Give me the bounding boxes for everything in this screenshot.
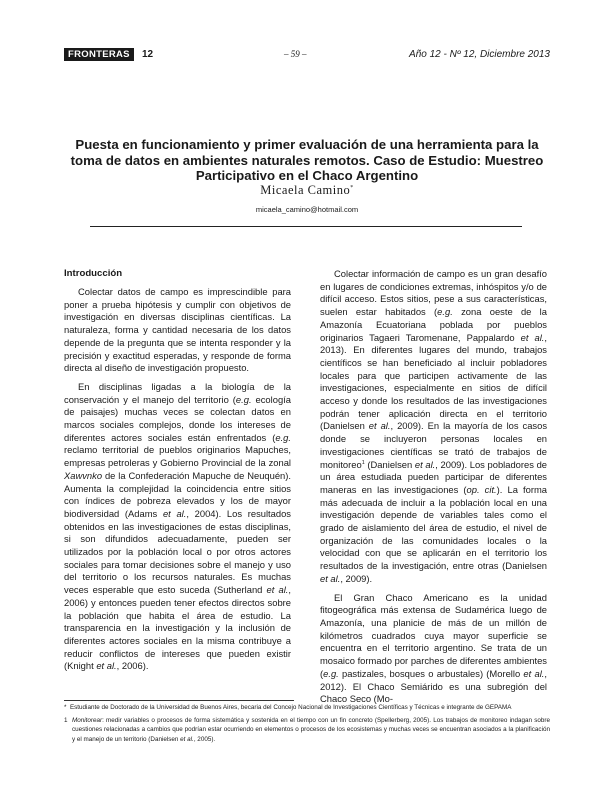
author-email: micaela_camino@hotmail.com <box>255 205 359 214</box>
author-footnote-mark: * <box>350 185 354 191</box>
author-name-text: Micaela Camino <box>260 183 351 197</box>
journal-name: FRONTERAS <box>64 48 134 61</box>
section-heading: Introducción <box>64 268 123 279</box>
paragraph: El Gran Chaco Americano es la unidad fitogeográfica más extensa de Sudamérica luego de Amazonía, una planicie de más de un millón de kilómetros cuadrados cuya mayor superficie se encuentra en el territorio argentino. Se trata de un mosaico formado por parches de diferentes ambientes (e.g. pastizales, bosques o arbustales) (Morello et al., 2012). El Chaco Semiárido es una subregión del Chaco Seco (Mo- <box>320 591 547 705</box>
center-page-number: – 59 – <box>284 49 307 59</box>
footnotes <box>64 703 550 747</box>
title-divider <box>90 226 522 227</box>
article-title: Puesta en funcionamiento y primer evaluación de una herramienta para la toma de datos en ambientes naturales remotos. Caso de Estudio: Muestreo Participativo en el Chaco Argentino <box>70 137 544 183</box>
left-column <box>64 268 291 679</box>
footnote: 1 Monitorear: medir variables o procesos de forma sistemática y sostenida en el tiempo con un fin concreto (Spellerberg, 2005). Los trabajos de monitoreo indagan sobre cuestiones relacionadas a cambios que podrían estar ocurriendo en elementos o procesos de los ecosistemas y muchas veces se encuentran asociados a la planificación y el manejo de un territorio (Danielsen et al., 2005). <box>64 716 551 743</box>
issue-info: Año 12 - Nº 12, Diciembre 2013 <box>409 49 550 60</box>
footnote-reference: 1 <box>361 459 365 466</box>
paragraph: Colectar datos de campo es imprescindible para poner a prueba hipótesis y cumplir con objetivos de investigación en diversas disciplinas científicas. La naturaleza, forma y cantidad necesaria de los datos depende de la pregunta que se intenta responder y la precisión y exactitud esperadas, y responde de forma directa al diseño de investigación propuesto. <box>64 286 291 374</box>
page-header <box>64 48 550 62</box>
author-name <box>64 183 550 198</box>
right-column <box>320 268 547 712</box>
footnote: * Estudiante de Doctorado de la Universidad de Buenos Aires, becaria del Concejo Nacional de Investigaciones Científicas y Técnicas e integrante de GEPAMA <box>64 704 512 711</box>
footnote-divider <box>64 700 294 701</box>
paragraph: Colectar información de campo es un gran desafío en lugares de condiciones extremas, inhóspitos y/o de difícil acceso. Estos sitios, pese a sus características, suelen estar habitados (e.g. zona oeste de la Amazonía Ecuatoriana poblada por pueblos originarios Tagaeri Taromenane, Pappalardo et al., 2013). En diferentes lugares del mundo, trabajos científicos se han beneficiado al incluir pobladores locales para que participen activamente de las investigaciones, especialmente en sitios de difícil acceso y donde los resultados de las investigaciones podrán tener aplicación directa en el territorio (Danielsen et al., 2009). En la mayoría de los casos donde se incluyeron personas locales en investigaciones científicas se trató de trabajos de monitoreo$^1$ (Danielsen et al., 2009). Los pobladores de un área estudiada pueden participar de diferentes maneras en las investigaciones (op. cit.). La forma más adecuada de incluir a la población local en una investigación depende de variables tales como el grado de aislamiento del área de estudio, el nivel de organización de las comunidades locales o la velocidad con que se aplicarán en el territorio los resultados de la investigación, entre otras (Danielsen et al., 2009). <box>320 268 548 584</box>
page-number: 12 <box>142 49 154 60</box>
paragraph: En disciplinas ligadas a la biología de la conservación y el manejo del territorio (e.g. ecología de paisajes) muchas veces se colectan datos en marcos sociales complejos, donde los intereses de diferentes actores sociales están enfrentados (e.g. reclamo territorial de pueblos originarios Mapuches, empresas petroleras y Gobierno Provincial de la zonal Xawvnko de la Confederación Mapuche de Neuquén). Aumenta la complejidad la coincidencia entre sitios con índices de pobreza elevados y los de mayor biodiversidad (Adams et al., 2004). Los resultados obtenidos en las investigaciones de estas disciplinas, si son difundidos adecuadamente, pueden ser utilizados por la población local o por otros actores sociales para tomar decisiones sobre el manejo y uso del territorio o los recursos naturales. Es muchas veces esperable que esto suceda (Sutherland et al., 2006) y entonces pueden tener efectos directos sobre la población que habita el área de estudio. La transparencia en la investigación y la inclusión de diferentes actores sociales en la misma contribuye a reducir conflictos de intereses que pueden existir (Knight et al., 2006). <box>64 380 291 672</box>
